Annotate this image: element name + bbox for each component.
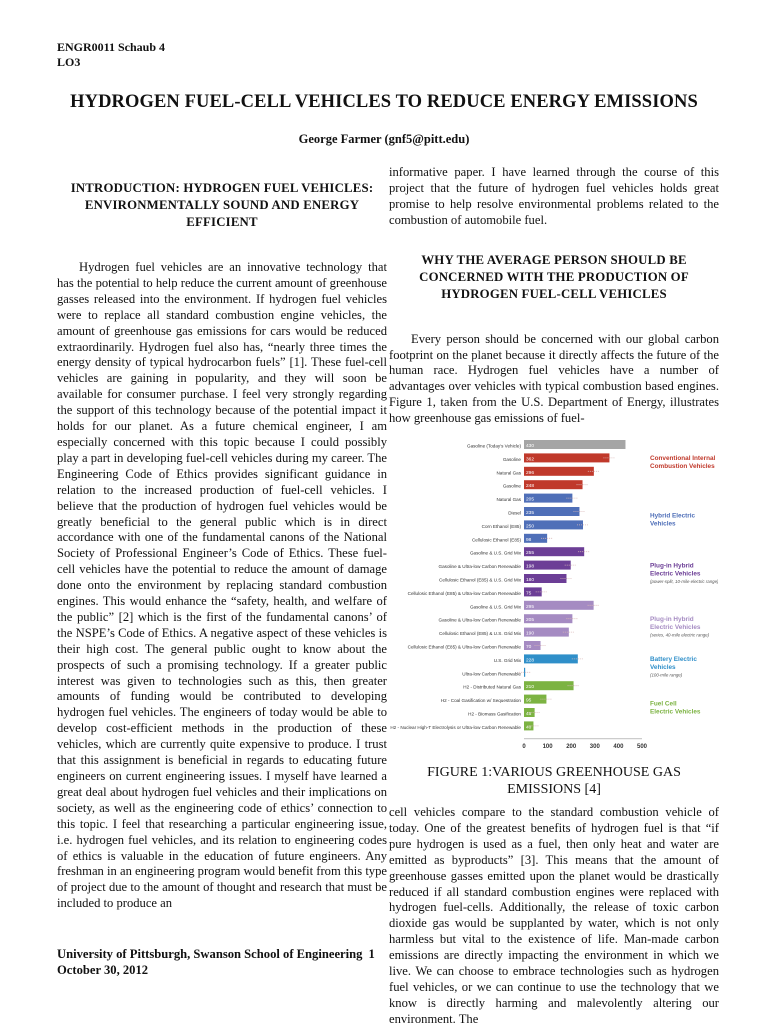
category-label: H2 - Nuclear High-T Electrolysis or Ultra-low Carbon Renewable bbox=[390, 724, 521, 730]
bar-value-label: 75 bbox=[526, 591, 532, 597]
category-label: Ultra-low Carbon Renewable bbox=[462, 671, 521, 677]
bar bbox=[524, 440, 625, 449]
bar-value-label: 5 bbox=[526, 671, 529, 677]
bar-value-label: 180 bbox=[526, 578, 535, 583]
category-label: Gasoline & U.S. Grid Mix bbox=[469, 550, 521, 556]
bar-value-label: 295 bbox=[526, 604, 535, 610]
assignment-code: LO3 bbox=[57, 55, 81, 69]
group-label: Fuel Cell Electric Vehicles bbox=[650, 700, 701, 716]
category-label: Corn Ethanol (E85) bbox=[481, 523, 521, 529]
footer-institution: University of Pittsburgh, Swanson School of Engineering bbox=[57, 947, 363, 961]
concern-paragraph-1: Every person should be concerned with our global carbon footprint on the planet because it directly affects the future of the human race. Hydrogen fuel vehicles have a number of advantages over vehicles with typical combustion based engines. Figure 1, taken from the U.S. Department of Energy, illustrates how greenhouse gas emissions of fuel- bbox=[389, 331, 719, 426]
bar-value-label: 296 bbox=[526, 470, 535, 476]
bar-value-label: 205 bbox=[526, 497, 535, 503]
category-label: H2 - Distributed Natural Gas bbox=[463, 684, 521, 690]
group-label: Battery Electric Vehicles bbox=[650, 656, 697, 672]
category-label: Cellulosic Ethanol (E85) & Ultra-low Carbon Renewable bbox=[407, 590, 521, 596]
author-line: George Farmer (gnf5@pitt.edu) bbox=[298, 132, 470, 146]
bar-value-label: 70 bbox=[526, 645, 532, 650]
bar bbox=[524, 453, 609, 462]
bar-value-label: 430 bbox=[526, 444, 535, 449]
intro-continuation: informative paper. I have learned through the course of this project that the future of hydrogen fuel vehicles holds great promise to help resolve environmental problems related to the combustion of automobile fuel. bbox=[389, 165, 719, 227]
category-label: Natural Gas bbox=[496, 470, 521, 476]
category-label: Gasoline & Ultra-low Carbon Renewable bbox=[438, 617, 521, 623]
category-label: Gasoline (Today's Vehicle) bbox=[467, 443, 521, 449]
course-code: ENGR0011 Schaub 4 bbox=[57, 40, 166, 54]
group-label: Conventional Internal Combustion Vehicles bbox=[650, 455, 716, 471]
group-sublabel: (100-mile range) bbox=[650, 672, 683, 678]
concern-paragraph-2: cell vehicles compare to the standard combustion vehicle of today. One of the greatest benefits of hydrogen fuel is that “if pure hydrogen is used as a fuel, then only heat and water are emitted as byproducts” [3]. This means that the amount of greenhouse gasses emitted upon the planet would be drastically reduced if all standard combustion engines were replaced with hydrogen fuel-cells. Additionally, the release of toxic carbon dioxide gas would be supplanted by water, which is not only harmless but vital to the existence of life. Man-made carbon emissions are directly impacting the environment in which we live. We can choose to embrace technologies such as hydrogen fuel vehicles, or we can continue to use the technology that we know is directly harming and malevolently altering our environment. The bbox=[389, 805, 719, 1026]
category-label: Gasoline bbox=[502, 456, 521, 462]
bar bbox=[524, 601, 594, 610]
bar-value-label: 255 bbox=[526, 551, 535, 557]
bar-value-label: 98 bbox=[526, 537, 532, 543]
emissions-bar-chart bbox=[388, 435, 718, 765]
x-tick-label: 100 bbox=[542, 743, 553, 750]
bar-value-label: 228 bbox=[526, 658, 535, 664]
x-tick-label: 300 bbox=[589, 743, 600, 750]
bar-value-label: 205 bbox=[526, 618, 535, 624]
bar bbox=[524, 467, 594, 476]
paper-title: HYDROGEN FUEL-CELL VEHICLES TO REDUCE ENERGY EMISSIONS bbox=[70, 92, 698, 112]
category-label: Natural Gas bbox=[496, 497, 521, 503]
intro-heading: INTRODUCTION: HYDROGEN FUEL VEHICLES: ENVIRONMENTALLY SOUND AND ENERGY EFFICIENT bbox=[70, 181, 374, 229]
bar-value-label: 45 bbox=[526, 712, 532, 717]
left-column bbox=[57, 180, 387, 912]
group-sublabel: (series, 40-mile electric range) bbox=[650, 632, 710, 638]
right-column-lower bbox=[389, 805, 719, 1028]
category-label: Cellulosic Ethanol (E85) bbox=[471, 537, 521, 543]
footer-date: October 30, 2012 bbox=[57, 962, 149, 977]
category-label: Cellulosic Ethanol (E85) & U.S. Grid Mix bbox=[439, 577, 521, 583]
bar-value-label: 198 bbox=[526, 564, 535, 570]
category-label: Cellulosic Ethanol (E85) & Ultra-low Carbon Renewable bbox=[407, 644, 521, 650]
bar-value-label: 362 bbox=[526, 457, 535, 463]
page-number: 1 bbox=[368, 947, 375, 961]
bar-value-label: 248 bbox=[526, 484, 535, 490]
group-label: Hybrid Electric Vehicles bbox=[650, 512, 696, 528]
category-label: Cellulosic Ethanol (E85) & U.S. Grid Mix bbox=[439, 631, 521, 637]
category-label: Diesel bbox=[508, 510, 521, 516]
bar-value-label: 210 bbox=[526, 685, 535, 691]
concern-heading: WHY THE AVERAGE PERSON SHOULD BE CONCERNED WITH THE PRODUCTION OF HYDROGEN FUEL-CELL VEHICLES bbox=[419, 252, 689, 301]
intro-paragraph: Hydrogen fuel vehicles are an innovative technology that has the potential to help reduce the current amount of greenhouse gasses released into the environment. If hydrogen fuel vehicles were to replace all standard combustion engine vehicles, the amount of greenhouse gas emissions for cars would be reduced extraordinarily. Hydrogen fuel also has, “nearly three times the energy density of typical hydrocarbon fuels” [1]. These fuel-cell vehicles are gaining in popularity, and they will soon be available for consumer purchase. I feel very strongly regarding the support of this technology because of the potential impact it holds for our planet. As a future chemical engineer, I am especially concerned with this topic because I could possibly play a part in developing fuel-cell vehicles during my career. The Engineering Code of Ethics provides significant guidance in relation to the increased production of fuel-cell vehicles. I believe that the production of hydrogen fuel vehicles would be greatly beneficial to the general public which is in direct accordance with one of the fundamental canons of the National Society of Professional Engineer’s Code of Ethics. These fuel-cell vehicles have the potential to reduce the amount of damage done onto the environment by replacing standard combustion engines. This would enhance the “safety, health, and welfare of the public” [2] which is the first of the fundamental canons’ of the NSPE’s Code of Ethics. A negative aspect of these vehicles is their high cost. The general public ought to know about the prospects of such a promising technology. If a greater public interest was given to technologies such as this, then greater amounts of funding would be contributed to developing hydrogen fuel vehicles. The engineers of today would be able to develop cost-efficient methods in the production of these vehicles, which are currently quite expensive to produce. I trust that this assignment is beneficial in regards to educating future engineers on current engineering issues. I myself have learned a great deal about hydrogen fuel vehicles and their implications on society, as well as the engineering code of ethics’ connection to this topic. I feel that researching a particular engineering issue, i.e. hydrogen fuel vehicles, and its relation to engineering codes of ethics is valuable in the education of future engineers. Any freshman in an engineering program would benefit from this type of project due to the amount of thought and research that must be included to produce an bbox=[57, 260, 387, 911]
right-column bbox=[389, 165, 719, 427]
category-label: Gasoline & Ultra-low Carbon Renewable bbox=[438, 564, 521, 570]
page-header bbox=[57, 40, 165, 70]
category-label: H2 - Biomass Gasification bbox=[468, 711, 521, 717]
category-label: Gasoline bbox=[502, 483, 521, 489]
x-tick-label: 400 bbox=[613, 743, 624, 750]
page-footer bbox=[57, 947, 375, 978]
x-tick-label: 0 bbox=[522, 743, 526, 750]
x-tick-label: 500 bbox=[636, 743, 648, 750]
category-label: Gasoline & U.S. Grid Mix bbox=[469, 604, 521, 610]
bar-value-label: 190 bbox=[526, 631, 535, 637]
category-label: U.S. Grid Mix bbox=[493, 657, 521, 663]
group-sublabel: (power-split, 10-mile electric range) bbox=[650, 578, 718, 584]
figure-caption: FIGURE 1:VARIOUS GREENHOUSE GAS EMISSIONS [4] bbox=[427, 765, 681, 797]
category-label: H2 - Coal Gasification w/ Sequestration bbox=[440, 698, 521, 704]
bar-value-label: 250 bbox=[526, 524, 535, 530]
bar-value-label: 95 bbox=[526, 698, 532, 704]
x-tick-label: 200 bbox=[566, 743, 577, 750]
bar-value-label: 235 bbox=[526, 511, 535, 516]
bar-value-label: 40 bbox=[526, 725, 532, 731]
group-label: Plug-in Hybrid Electric Vehicles bbox=[650, 562, 701, 578]
group-label: Plug-in Hybrid Electric Vehicles bbox=[650, 615, 701, 631]
